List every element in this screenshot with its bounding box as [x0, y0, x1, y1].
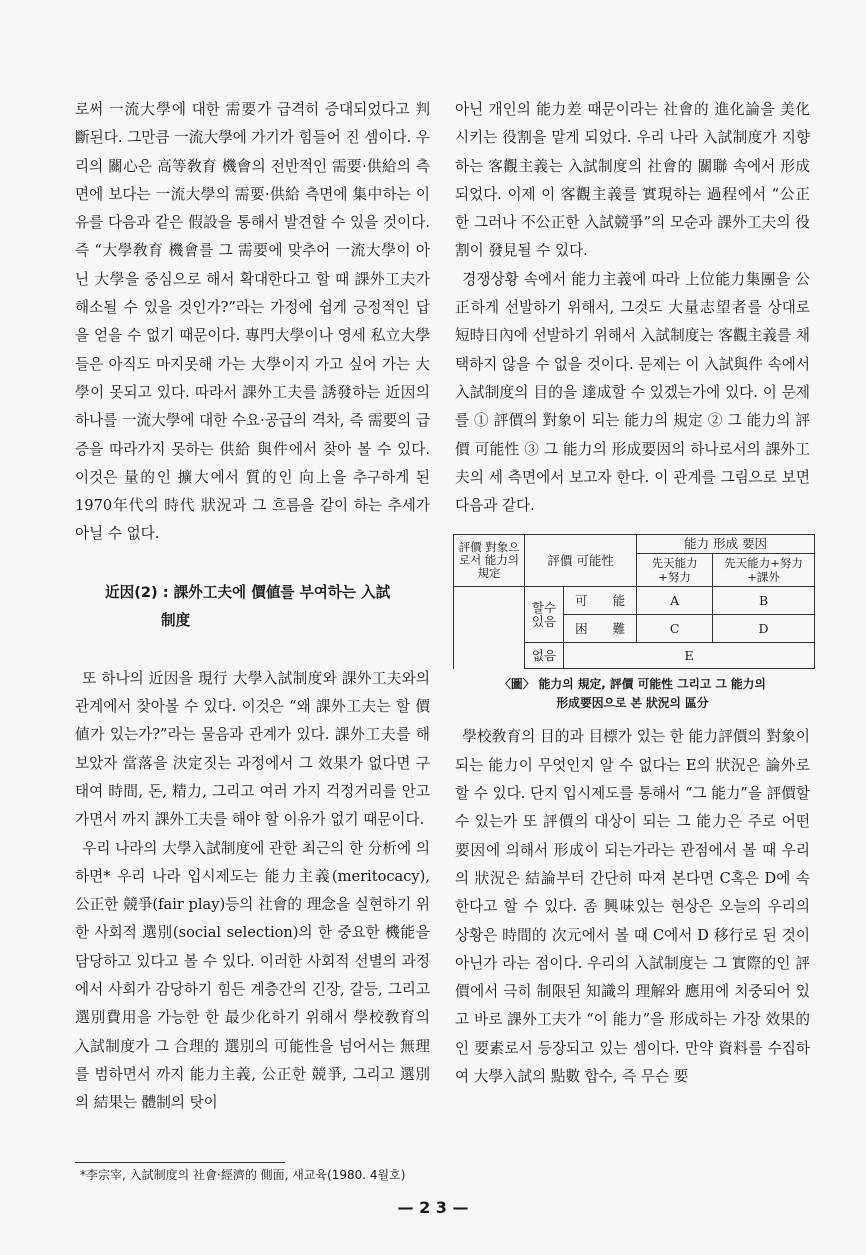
- cell-d: D: [713, 615, 815, 643]
- paragraph: 로써 一流大學에 대한 需要가 급격히 증대되었다고 判斷된다. 그만큼 一流大學에 가기가 힘들어 진 셈이다. 우리의 關心은 高等敎育 機會의 전반적인 需要·供給의 측면에 보다는 一流大學의 需要·供給 측면에 集中하는 이유를 다음과 같은 假設을 통해서 발견할 수 있을 것이다. 즉 “大學敎育 機會를 그 需要에 맞추어 一流大學이 아닌 大學을 중심으로 해서 확대한다고 할 때 課外工夫가 해소될 수 있을 것인가?”라는 가정에 쉽게 긍정적인 답을 얻을 수 없기 때문이다. 專門大學이나 영세 私立大學들은 아직도 마지못해 가는 大學이지 가고 싶어 가는 大學이 못되고 있다. 따라서 課外工夫를 誘發하는 近因의 하나를 一流大學에 대한 수요·공급의 격차, 즉 需要의 급증을 따라가지 못하는 供給 與件에서 찾아 볼 수 있다. 이것은 量的인 擴大에서 質的인 向上을 추구하게 된 1970年代의 時代 狀況과 그 흐름을 같이 하는 추세가 아닐 수 없다.: [75, 101, 430, 543]
- header-formation: 能力 形成 要因: [637, 535, 815, 554]
- right-column: [455, 96, 810, 1091]
- header-possibility: 評價 可能性: [525, 535, 637, 587]
- cell-c: C: [637, 615, 713, 643]
- header-sub2: 先天能力+努力+課外: [713, 554, 815, 587]
- figure-caption-line1: 〈圖〉 能力의 規定, 評價 可能性 그리고 그 能力의: [499, 677, 766, 692]
- figure-caption: [455, 675, 810, 713]
- header-object: 評價 對象으로서 能力의 規定: [454, 535, 525, 587]
- header-sub1: 先天能力+努力: [637, 554, 713, 587]
- paragraph: 경쟁상황 속에서 能力主義에 따라 上位能力集團을 公正하게 선발하기 위해서, 그것도 大量志望者를 상대로 短時日內에 선발하기 위해서 入試制度는 客觀主義를 채택하지 않을 수 없을 것이다. 문제는 이 入試與件 속에서 入試制度의 目的을 達成할 수 있겠는가에 있다. 이 문제를 ① 評價의 對象이 되는 能力의 規定 ② 그 能力의 評價 可能性 ③ 그 能力의 形成要因의 하나로서의 課外工夫의 세 측면에서 보고자 한다. 이 관계를 그림으로 보면 다음과 같다.: [455, 270, 810, 515]
- section-heading: [75, 579, 430, 635]
- page-number: — 2 3 —: [397, 1198, 469, 1217]
- row-possible: 可 能: [564, 587, 637, 615]
- paragraph: 또 하나의 近因을 現行 大學入試制度와 課外工夫와의 관계에서 찾아볼 수 있다. 이것은 “왜 課外工夫는 할 價値가 있는가?”라는 물음과 관계가 있다. 課外工夫를 해 보았자 當落을 決定짓는 과정에서 그 效果가 없다면 구태여 時間, 돈, 精力, 그리고 여러 가지 걱정거리를 안고 가면서 까지 課外工夫를 해야 할 이유가 없기 때문이다.: [75, 669, 430, 829]
- paragraph: 우리 나라의 大學入試制度에 관한 최근의 한 分析에 의하면* 우리 나라 입시제도는 能力主義(meritocacy), 公正한 競爭(fair play)등의 社會的 理念을 실현하기 위한 사회적 選別(social selection)의 한 중요한 機能을 담당하고 있다고 볼 수 있다. 이러한 사회적 선별의 과정에서 사회가 감당하기 힘든 계층간의 긴장, 갈등, 그리고 選別費用을 가능한 한 最少化하기 위해서 學校敎育의 入試制度가 그 合理的 選別의 可能性을 넘어서는 無理를 범하면서 까지 能力主義, 公正한 競爭, 그리고 選別의 結果는 體制의 탓이: [75, 839, 430, 1112]
- footnote: *李宗宰, 入試制度의 社會·經濟的 側面, 새교육(1980. 4월호): [80, 1168, 406, 1182]
- left-column: [75, 96, 430, 1118]
- figure-table: [453, 534, 815, 669]
- section-heading-line2: 制度: [161, 611, 191, 629]
- paragraph: 아닌 개인의 能力差 때문이라는 社會的 進化論을 美化시키는 役割을 맡게 되었다. 우리 나라 入試制度가 지향하는 客觀主義는 入試制度의 社會的 關聯 속에서 形成되었다. 이제 이 客觀主義를 實現하는 過程에서 “公正한 그러나 不公正한 入試競爭”의 모순과 課外工夫의 役割이 發見될 수 있다.: [455, 101, 810, 260]
- row-cannot: 없음: [525, 643, 564, 669]
- cell-a: A: [637, 587, 713, 615]
- cell-b: B: [713, 587, 815, 615]
- cell-e: E: [564, 643, 815, 669]
- row-difficult: 困 難: [564, 615, 637, 643]
- footnote-divider: [75, 1162, 285, 1163]
- row-can: 할수 있음: [525, 587, 564, 643]
- paragraph: 學校敎育의 目的과 目標가 있는 한 能力評價의 對象이 되는 能力이 무엇인지 알 수 없다는 E의 狀況은 論外로 할 수 있다. 단지 입시제도를 통해서 “그 能力”을 評價할 수 있는가 또 評價의 대상이 되는 그 能力은 주로 어떤 要因에 의해서 形成이 되는가라는 관점에서 볼 때 우리의 狀況은 結論부터 간단히 따져 본다면 C혹은 D에 속한다고 할 수 있다. 좀 興味있는 현상은 오늘의 우리의 상황은 時間的 次元에서 볼 때 C에서 D 移行로 된 것이 아닌가 라는 점이다. 우리의 入試制度는 그 實際的인 評價에서 극히 制限된 知識의 理解와 應用에 치중되어 있고 바로 課外工夫가 “이 能力”을 形成하는 가장 效果的인 要素로서 등장되고 있는 셈이다. 만약 資料를 수집하여 大學入試의 點數 합수, 즉 무슨 要: [455, 728, 810, 1086]
- figure-caption-line2: 形成要因으로 본 狀況의 區分: [556, 696, 709, 711]
- section-heading-line1: 近因(2) : 課外工夫에 價値를 부여하는 入試: [105, 583, 391, 601]
